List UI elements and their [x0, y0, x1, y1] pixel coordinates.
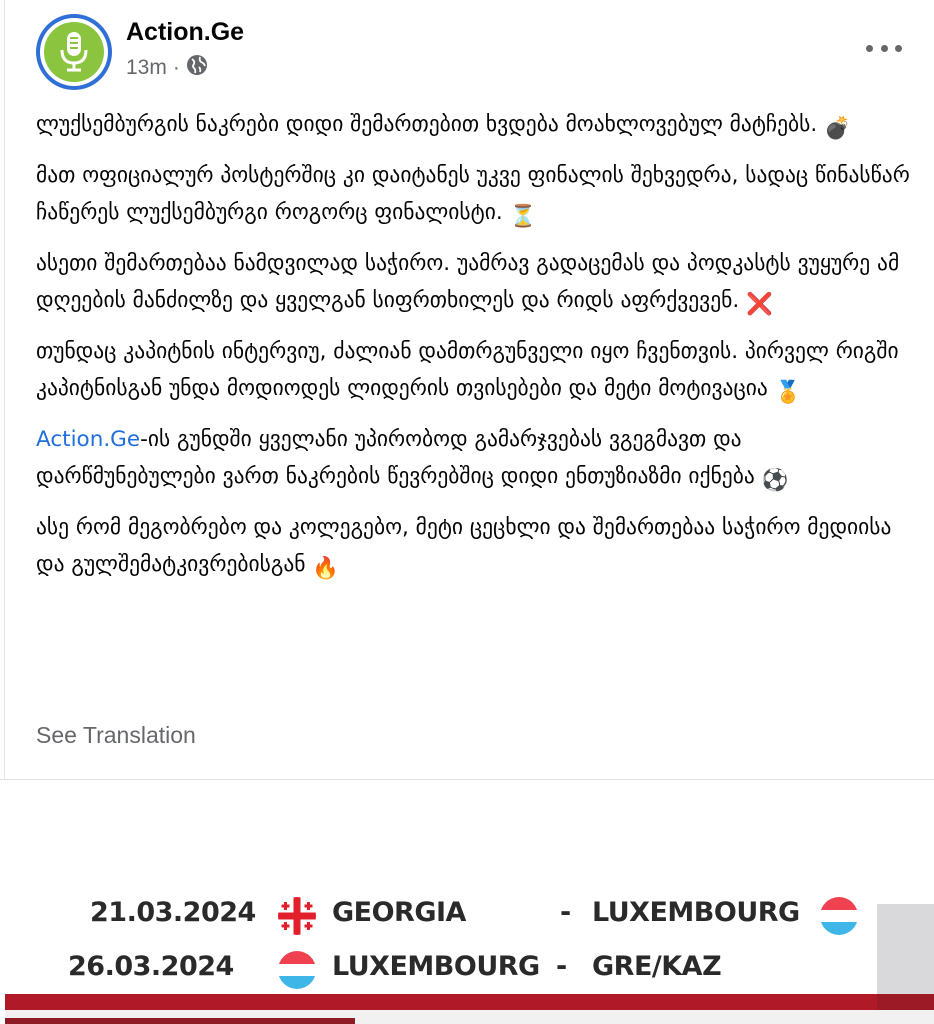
- cross-mark-icon: ❌: [746, 292, 773, 317]
- post-paragraph: Action.Ge-ის გუნდში ყველანი უპირობოდ გამარჯვებას ვგეგმავთ და დარწმუნებულები ვართ ნაკრების წევრებშიც დიდი ენთუზიაზმი იქნება ⚽: [36, 421, 916, 499]
- luxembourg-flag-icon: [820, 897, 858, 935]
- match-dash: -: [556, 951, 567, 982]
- post-paragraph: ლუქსემბურგის ნაკრები დიდი შემართებით ხვდება მოახლოვებულ მატჩებს. 💣: [36, 106, 916, 147]
- luxembourg-flag-icon: [278, 951, 316, 989]
- card-left-border: [4, 0, 5, 780]
- match-dash: -: [560, 897, 571, 928]
- more-dots-icon[interactable]: [866, 38, 902, 58]
- home-team: GEORGIA: [332, 897, 466, 928]
- post-paragraph: თუნდაც კაპიტნის ინტერვიუ, ძალიან დამთრგუნველი იყო ჩვენთვის. პირველ რიგში კაპიტნისგან უნდა მოდიოდეს ლიდერის თვისებები და მეტი მოტივაცია 🏅: [36, 333, 916, 411]
- see-translation-link[interactable]: See Translation: [36, 722, 196, 748]
- fire-icon: 🔥: [312, 556, 340, 581]
- banner-red-stripe-edge: [877, 994, 934, 1010]
- post-timestamp[interactable]: 13m: [126, 56, 167, 79]
- page-mention-link[interactable]: Action.Ge: [36, 427, 141, 452]
- page-name[interactable]: Action.Ge: [126, 18, 245, 46]
- away-team: LUXEMBOURG: [592, 897, 800, 928]
- away-team: GRE/KAZ: [592, 951, 722, 982]
- post-paragraph: ასე რომ მეგობრებო და კოლეგებო, მეტი ცეცხლი და შემართებაა საჭირო მედიისა და გულშემატკივრებისგან 🔥: [36, 509, 916, 587]
- banner-bottom-stripe: [5, 1018, 355, 1024]
- medal-icon: 🏅: [774, 380, 802, 405]
- soccer-ball-icon: ⚽: [761, 468, 789, 493]
- hourglass-icon: ⏳: [509, 204, 537, 229]
- post-paragraph: ასეთი შემართებაა ნამდვილად საჭირო. უამრავ გადაცემას და პოდკასტს ვუყურე ამ დღეების მანძილზე და ყველგან სიფრთხილეს და რიდს აფრქვევენ. ❌: [36, 245, 916, 323]
- globe-icon[interactable]: [186, 54, 208, 82]
- page-avatar[interactable]: [36, 14, 112, 90]
- post-body: [36, 106, 916, 597]
- attached-image[interactable]: [0, 780, 934, 1024]
- home-team: LUXEMBOURG: [332, 951, 540, 982]
- banner-red-stripe: [5, 994, 877, 1010]
- match-date: 21.03.2024: [90, 897, 256, 928]
- post-paragraph: მათ ოფიციალურ პოსტერშიც კი დაიტანეს უკვე ფინალის შეხვედრა, სადაც წინასწარ ჩაწერეს ლუქსემბურგი როგორც ფინალისტი. ⏳: [36, 157, 916, 235]
- microphone-icon: [44, 22, 104, 82]
- georgia-flag-icon: [278, 897, 316, 935]
- meta-separator: ·: [172, 56, 180, 79]
- match-date: 26.03.2024: [68, 951, 234, 982]
- bomb-icon: 💣: [824, 116, 851, 141]
- post-meta: [126, 54, 208, 82]
